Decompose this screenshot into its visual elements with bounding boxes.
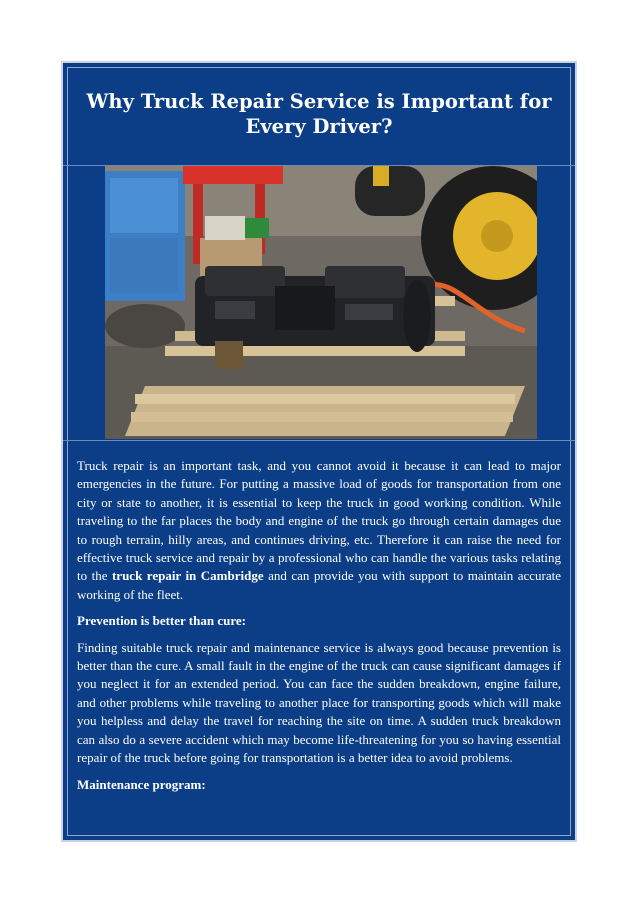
section-heading-maintenance: Maintenance program: (77, 776, 206, 792)
workshop-photo-illustration (105, 166, 537, 439)
truck-repair-cambridge-link[interactable]: truck repair in Cambridge (111, 568, 264, 584)
intro-text-end: and can provide you with support to maintain accurate working of the fleet. (77, 568, 561, 602)
hydraulic-pump-photo (105, 166, 537, 439)
intro-paragraph (77, 457, 561, 604)
section-heading-prevention: Prevention is better than cure: (77, 613, 246, 629)
page-title: Why Truck Repair Service is Important for Every Driver? (86, 90, 552, 138)
section-paragraph-prevention: Finding suitable truck repair and maintenance service is always good because prevention is better than the cure. A small fault in the engine of the truck can cause significant damages if you neglect it for an extended period. You can face the sudden breakdown, engine failure, and other problems while traveling to another place for transporting goods which will make you helpless and delay the travel for reaching the site on time. A sudden truck breakdown can also do a severe accident which may become life-threatening for you so having essential repair of the truck before going for transportation is a better idea to avoid problems. (77, 639, 561, 766)
article-body (77, 457, 561, 802)
article-panel (61, 61, 577, 842)
photo-divider (63, 440, 575, 441)
intro-text-start: Truck repair is an important task, and you cannot avoid it because it can lead to major emergencies in the future. For putting a massive load of goods for transportation from one city or state to another, it is essential to keep the truck in good working condition. While traveling to the far places the body and engine of the truck go through certain damages due to rough terrain, hilly areas, and continues driving, etc. Therefore it can raise the need for effective truck service and repair by a professional who can handle the various tasks relating to the (77, 458, 561, 584)
